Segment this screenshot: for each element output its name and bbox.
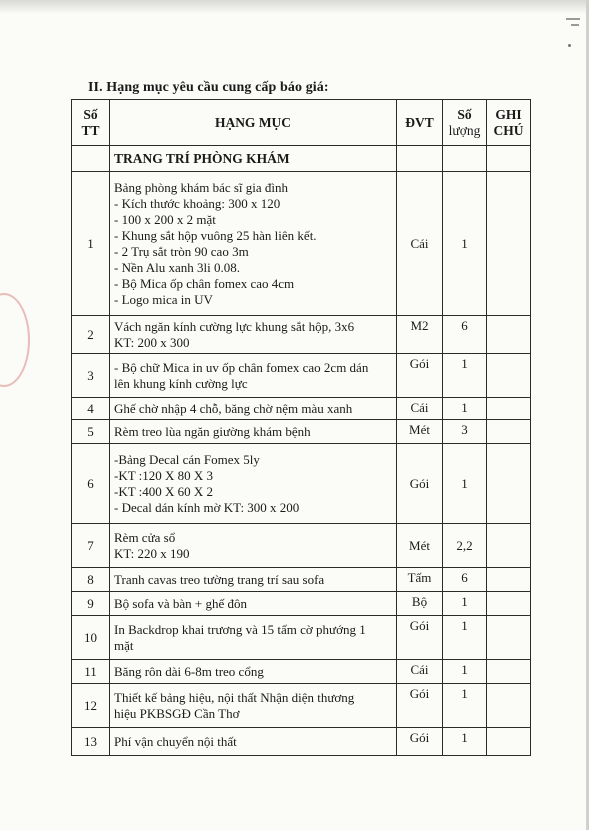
row-item: [110, 684, 397, 728]
item-line: Tranh cavas treo tường trang trí sau sofa: [114, 571, 325, 587]
row-unit: Bộ: [397, 592, 443, 616]
row-unit: Gói: [397, 444, 443, 524]
row-quantity: 1: [443, 592, 487, 616]
row-number: 12: [72, 684, 110, 728]
row-quantity: 1: [443, 684, 487, 728]
row-unit: Gói: [397, 684, 443, 728]
row-quantity: 2,2: [443, 524, 487, 568]
header-row: [72, 100, 531, 146]
scan-mark: [568, 44, 571, 47]
row-quantity: 1: [443, 398, 487, 420]
row-note: [487, 524, 531, 568]
row-number: 13: [72, 728, 110, 756]
item-line: Ghế chờ nhập 4 chỗ, băng chờ nệm màu xanh: [114, 400, 353, 416]
item-line: - Kích thước khoảng: 300 x 120: [114, 195, 281, 211]
row-quantity: 6: [443, 568, 487, 592]
row-number: 7: [72, 524, 110, 568]
row-number: 9: [72, 592, 110, 616]
item-line: -KT :120 X 80 X 3: [114, 467, 214, 483]
row-note: [487, 316, 531, 354]
row-item: [110, 172, 397, 316]
row-number: 1: [72, 172, 110, 316]
row-quantity: 3: [443, 420, 487, 444]
item-line: Rèm treo lùa ngăn giường khám bệnh: [114, 423, 311, 439]
table-row: [72, 684, 531, 728]
row-unit: Mét: [397, 420, 443, 444]
table-row: [72, 728, 531, 756]
scan-mark: [571, 24, 579, 26]
row-number: 11: [72, 660, 110, 684]
item-line: hiệu PKBSGĐ Cần Thơ: [114, 705, 240, 721]
row-quantity: 1: [443, 616, 487, 660]
page-top-shade: [0, 0, 589, 14]
item-line: - Logo mica in UV: [114, 291, 213, 307]
row-number: 6: [72, 444, 110, 524]
row-item: [110, 524, 397, 568]
item-line: Bảng phòng khám bác sĩ gia đình: [114, 179, 289, 195]
scan-mark: [566, 18, 580, 20]
row-unit: Gói: [397, 354, 443, 398]
item-line: Vách ngăn kính cường lực khung sắt hộp, 3x6: [114, 318, 355, 334]
quotation-table: [71, 99, 531, 756]
table-row: [72, 420, 531, 444]
item-line: Thiết kế bảng hiệu, nội thất Nhận diện thương: [114, 689, 355, 705]
row-note: [487, 616, 531, 660]
table-row: [72, 172, 531, 316]
row-number: 2: [72, 316, 110, 354]
row-note: [487, 444, 531, 524]
row-unit: Tấm: [397, 568, 443, 592]
row-item: [110, 354, 397, 398]
row-number: 4: [72, 398, 110, 420]
row-note: [487, 684, 531, 728]
row-unit: Cái: [397, 398, 443, 420]
row-note: [487, 172, 531, 316]
item-line: - Khung sắt hộp vuông 25 hàn liên kết.: [114, 227, 317, 243]
row-number: 3: [72, 354, 110, 398]
row-item: [110, 728, 397, 756]
table-row: [72, 568, 531, 592]
section-title: II. Hạng mục yêu cầu cung cấp báo giá:: [88, 80, 329, 95]
row-note: [487, 660, 531, 684]
row-unit: Gói: [397, 728, 443, 756]
item-line: KT: 220 x 190: [114, 545, 190, 561]
header-item: HẠNG MỤC: [110, 100, 397, 146]
table-row: [72, 398, 531, 420]
row-quantity: 1: [443, 354, 487, 398]
item-line: - Nền Alu xanh 3li 0.08.: [114, 259, 241, 275]
table-row: [72, 616, 531, 660]
item-line: -KT :400 X 60 X 2: [114, 483, 214, 499]
section-row: [72, 146, 531, 172]
table-row: [72, 316, 531, 354]
item-line: lên khung kính cường lực: [114, 375, 248, 391]
row-unit: Cái: [397, 172, 443, 316]
row-note: [487, 568, 531, 592]
row-note: [487, 728, 531, 756]
row-quantity: 1: [443, 444, 487, 524]
row-item: [110, 420, 397, 444]
row-item: [110, 660, 397, 684]
table-row: [72, 354, 531, 398]
item-line: - Bộ chữ Mica in uv ốp chân fomex cao 2cm dán: [114, 359, 369, 375]
row-number: 5: [72, 420, 110, 444]
stamp-fragment: [0, 293, 30, 387]
row-note: [487, 420, 531, 444]
header-unit: ĐVT: [397, 100, 443, 146]
row-quantity: 1: [443, 728, 487, 756]
row-item: [110, 316, 397, 354]
header-qty: Số lượng: [443, 100, 487, 146]
row-unit: Mét: [397, 524, 443, 568]
item-line: - Bộ Mica ốp chân fomex cao 4cm: [114, 275, 295, 291]
item-line: Băng rôn dài 6-8m treo cổng: [114, 663, 264, 679]
row-number: 8: [72, 568, 110, 592]
row-item: [110, 616, 397, 660]
row-quantity: 1: [443, 172, 487, 316]
row-quantity: 6: [443, 316, 487, 354]
row-unit: M2: [397, 316, 443, 354]
table-row: [72, 592, 531, 616]
row-unit: Gói: [397, 616, 443, 660]
header-no: Số TT: [72, 100, 110, 146]
table-row: [72, 660, 531, 684]
row-note: [487, 592, 531, 616]
row-note: [487, 354, 531, 398]
item-line: - 100 x 200 x 2 mặt: [114, 211, 216, 227]
row-item: [110, 568, 397, 592]
section-label: TRANG TRÍ PHÒNG KHÁM: [110, 146, 397, 172]
item-line: - 2 Trụ sắt tròn 90 cao 3m: [114, 243, 249, 259]
row-unit: Cái: [397, 660, 443, 684]
item-line: Rèm cửa sổ: [114, 529, 176, 545]
header-note: GHI CHÚ: [487, 100, 531, 146]
row-number: 10: [72, 616, 110, 660]
table-row: [72, 444, 531, 524]
row-quantity: 1: [443, 660, 487, 684]
item-line: Phí vận chuyển nội thất: [114, 733, 237, 749]
item-line: -Bảng Decal cán Fomex 5ly: [114, 451, 260, 467]
item-line: - Decal dán kính mờ KT: 300 x 200: [114, 499, 300, 515]
table-row: [72, 524, 531, 568]
row-note: [487, 398, 531, 420]
item-line: KT: 200 x 300: [114, 334, 190, 350]
row-item: [110, 444, 397, 524]
item-line: mặt: [114, 637, 134, 653]
row-item: [110, 592, 397, 616]
row-item: [110, 398, 397, 420]
item-line: Bộ sofa và bàn + ghế đôn: [114, 595, 247, 611]
item-line: In Backdrop khai trương và 15 tấm cờ phướng 1: [114, 621, 366, 637]
